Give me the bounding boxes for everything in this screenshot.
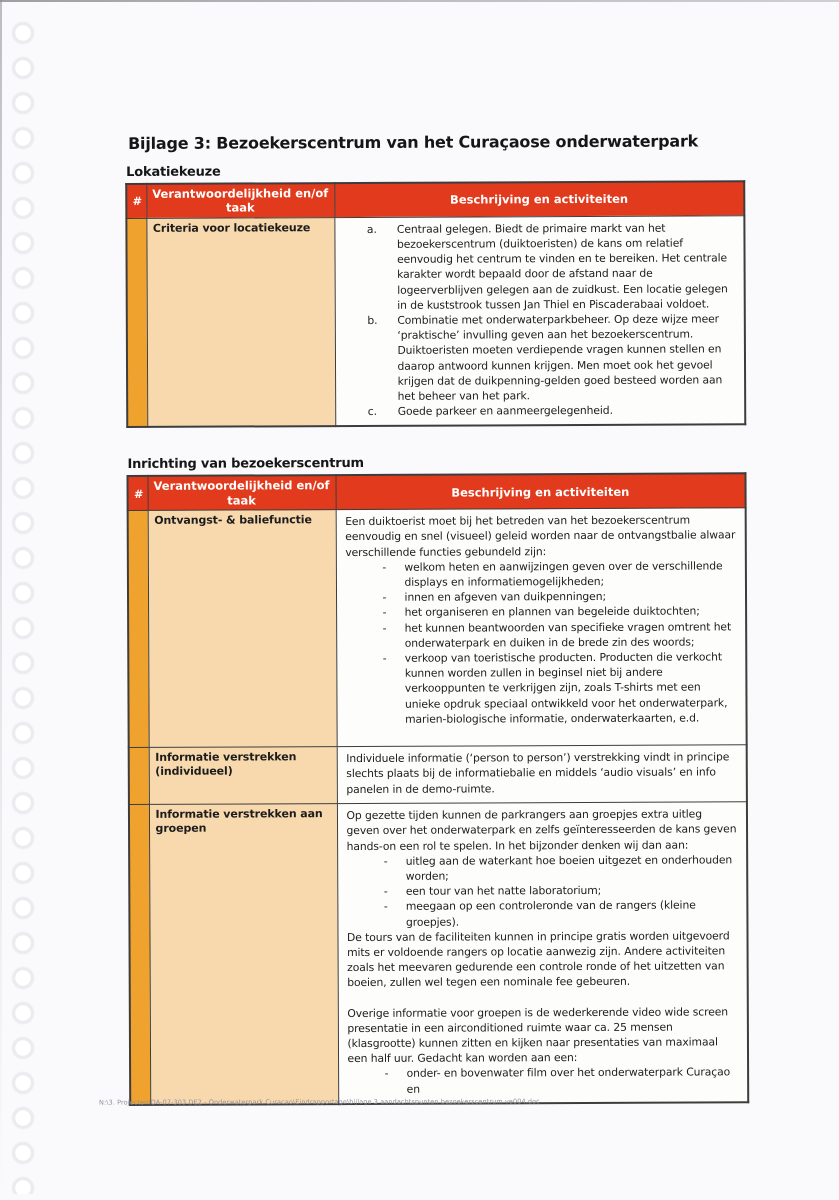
list-item-text: Combinatie met onderwaterparkbeheer. Op deze wijze meer ‘praktische’ invulling geven aan het bezoekerscentrum. Duiktoeristen moeten verdiepende vragen kunnen stellen en daarop antwoord kunnen krijgen. Men moet ook het gevoel krijgen dat de duikpenning-gelden goed besteed worden aan het beheer van het park. xyxy=(397,312,723,403)
footer-file-path: N:\3. Projecten\OA-07-303 DE2 - Onderwaterpark Curacao\Eindrapportage\bijlage 3 aandachtspunten bezoekerscentrum ve004.doc xyxy=(98,1097,540,1107)
list-item-text: het organiseren en plannen van begeleide duiktochten; xyxy=(404,604,700,620)
paragraph: Een duiktoerist moet bij het betreden van het bezoekerscentrum eenvoudig en snel (visueel) geleid worden naar de ontvangstbalie alwaar verschillende functies gebundeld zijn: xyxy=(345,513,736,559)
cell-task: Informatie verstrekken (individueel) xyxy=(149,747,337,805)
header-cell-task: Verantwoordelijkheid en/of taak xyxy=(147,475,335,510)
lettered-list-item xyxy=(343,220,736,313)
tables-root xyxy=(125,162,751,1106)
paragraph: Individuele informatie (‘person to person’) verstrekking vindt in principe slechts plaats bij de informatiebalie en middels ‘audio visuals’ en info panelen in de demo-ruimte. xyxy=(346,750,730,796)
dash-list-item xyxy=(344,558,737,590)
dash-list-item xyxy=(346,898,739,930)
list-marker: - xyxy=(383,854,388,868)
header-cell-number: # xyxy=(126,184,146,218)
cell-task: Ontvangst- & baliefunctie xyxy=(148,510,337,748)
dash-list-item xyxy=(346,852,739,884)
dash-list-item xyxy=(345,619,738,651)
dash-list-item xyxy=(346,882,739,899)
description-content xyxy=(343,220,736,419)
paragraph: Op gezette tijden kunnen de parkrangers aan groepjes extra uitleg geven over het onderwaterpark en zelfs geïnteresseerden de kans geven hands-on een rol te spelen. In het bijzonder denken wij dan aan: xyxy=(346,807,737,853)
header-row xyxy=(127,474,745,511)
header-row xyxy=(126,181,744,218)
cell-number xyxy=(126,218,147,427)
table-row xyxy=(129,802,748,1105)
description-content xyxy=(345,806,739,1096)
scan-left-edge xyxy=(0,0,2,1200)
section-title: Lokatiekeuze xyxy=(126,164,221,180)
description-content xyxy=(345,749,738,797)
list-marker: - xyxy=(382,560,387,574)
dash-list-item xyxy=(347,1065,740,1097)
paragraph: De tours van de faciliteiten kunnen in principe gratis worden uitgevoerd mits er voldoende rangers op locatie aanwezig zijn. Andere activiteiten zoals het meevaren gedurende een controle ronde of het uitzetten van boeien, zullen wel tegen een nominale fee gebeuren. xyxy=(346,929,730,990)
dash-list-item xyxy=(345,604,738,621)
header-cell-task: Verantwoordelijkheid en/of taak xyxy=(146,183,334,218)
binder-holes xyxy=(3,16,43,1194)
cell-number xyxy=(128,511,149,748)
list-marker: - xyxy=(383,900,388,914)
list-marker: - xyxy=(383,885,388,899)
cell-task: Informatie verstrekken aan groepen xyxy=(149,804,338,1105)
description-content xyxy=(344,512,737,740)
list-item-text: onder- en bovenwater film over het onderwaterpark Curaçao en xyxy=(406,1065,731,1096)
list-item-text: het kunnen beantwoorden van specifieke vragen omtrent het onderwaterpark en duiken in de brede zin des woords; xyxy=(404,619,732,650)
data-table xyxy=(126,473,749,1106)
list-marker: c. xyxy=(367,405,377,419)
data-table xyxy=(125,180,746,428)
header-cell-description: Beschrijving en activiteiten xyxy=(334,181,744,217)
cell-description xyxy=(337,802,748,1104)
cell-task: Criteria voor locatiekeuze xyxy=(146,217,335,427)
scan-top-edge xyxy=(0,0,839,2)
list-marker: - xyxy=(382,606,387,620)
table-row xyxy=(129,745,747,805)
header-cell-number: # xyxy=(127,476,147,510)
cell-description xyxy=(336,508,747,747)
list-marker: a. xyxy=(366,222,377,236)
document-content xyxy=(125,131,751,1135)
list-item-text: verkoop van toeristische producten. Producten die verkocht kunnen worden zullen in beginsel niet bij andere verkooppunten te verkrijgen zijn, zoals T-shirts met een unieke opdruk speciaal ontwikkeld voor het onderwaterpark, marien-biologische informatie, onderwaterkaarten, e.d. xyxy=(404,650,728,726)
lettered-list-item xyxy=(343,311,736,404)
lettered-list-item xyxy=(344,403,737,420)
list-item-text: welkom heten en aanwijzingen geven over de verschillende displays en informatiemogelijkheden; xyxy=(404,559,723,589)
cell-number xyxy=(129,805,150,1105)
list-marker: - xyxy=(382,591,387,605)
cell-number xyxy=(129,748,149,805)
table-row xyxy=(126,216,745,428)
table-row xyxy=(128,508,747,748)
list-marker: - xyxy=(382,651,387,665)
list-item-text: een tour van het natte laboratorium; xyxy=(405,884,602,898)
list-item-text: meegaan op een controleronde van de rangers (kleine groepjes). xyxy=(405,898,696,929)
list-item-text: Centraal gelegen. Biedt de primaire markt van het bezoekerscentrum (duiktoeristen) de kans om relatief eenvoudig het centrum te vinden en te bereiken. Het centrale karakter wordt bepaald door de afstand naar de logeerverblijven gelegen aan de zuidkust. Een locatie gelegen in de kuststrook tussen Jan Thiel en Piscaderabaai voldoet. xyxy=(396,221,728,312)
list-item-text: uitleg aan de waterkant hoe boeien uitgezet en onderhouden worden; xyxy=(405,853,733,883)
list-item-text: Goede parkeer en aanmeergelegenheid. xyxy=(397,404,613,419)
list-marker: - xyxy=(382,621,387,635)
cell-description xyxy=(334,216,745,427)
dash-list-item xyxy=(344,588,737,605)
list-item-text: innen en afgeven van duikpenningen; xyxy=(404,590,607,604)
page-title: Bijlage 3: Bezoekerscentrum van het Curaçaose onderwaterpark xyxy=(127,131,699,153)
dash-list-item xyxy=(345,649,738,727)
cell-description xyxy=(337,745,747,804)
section-title: Inrichting van bezoekerscentrum xyxy=(127,456,364,473)
paragraph: Overige informatie voor groepen is de wederkerende video wide screen presentatie in een airconditioned ruimte waar ca. 25 mensen (klasgrootte) kunnen zitten en kijken naar presentaties van maximaal een half uur. Gedacht kan worden aan een: xyxy=(347,1004,729,1066)
list-marker: b. xyxy=(367,313,378,327)
header-cell-description: Beschrijving en activiteiten xyxy=(335,474,745,510)
list-marker: - xyxy=(384,1067,389,1081)
